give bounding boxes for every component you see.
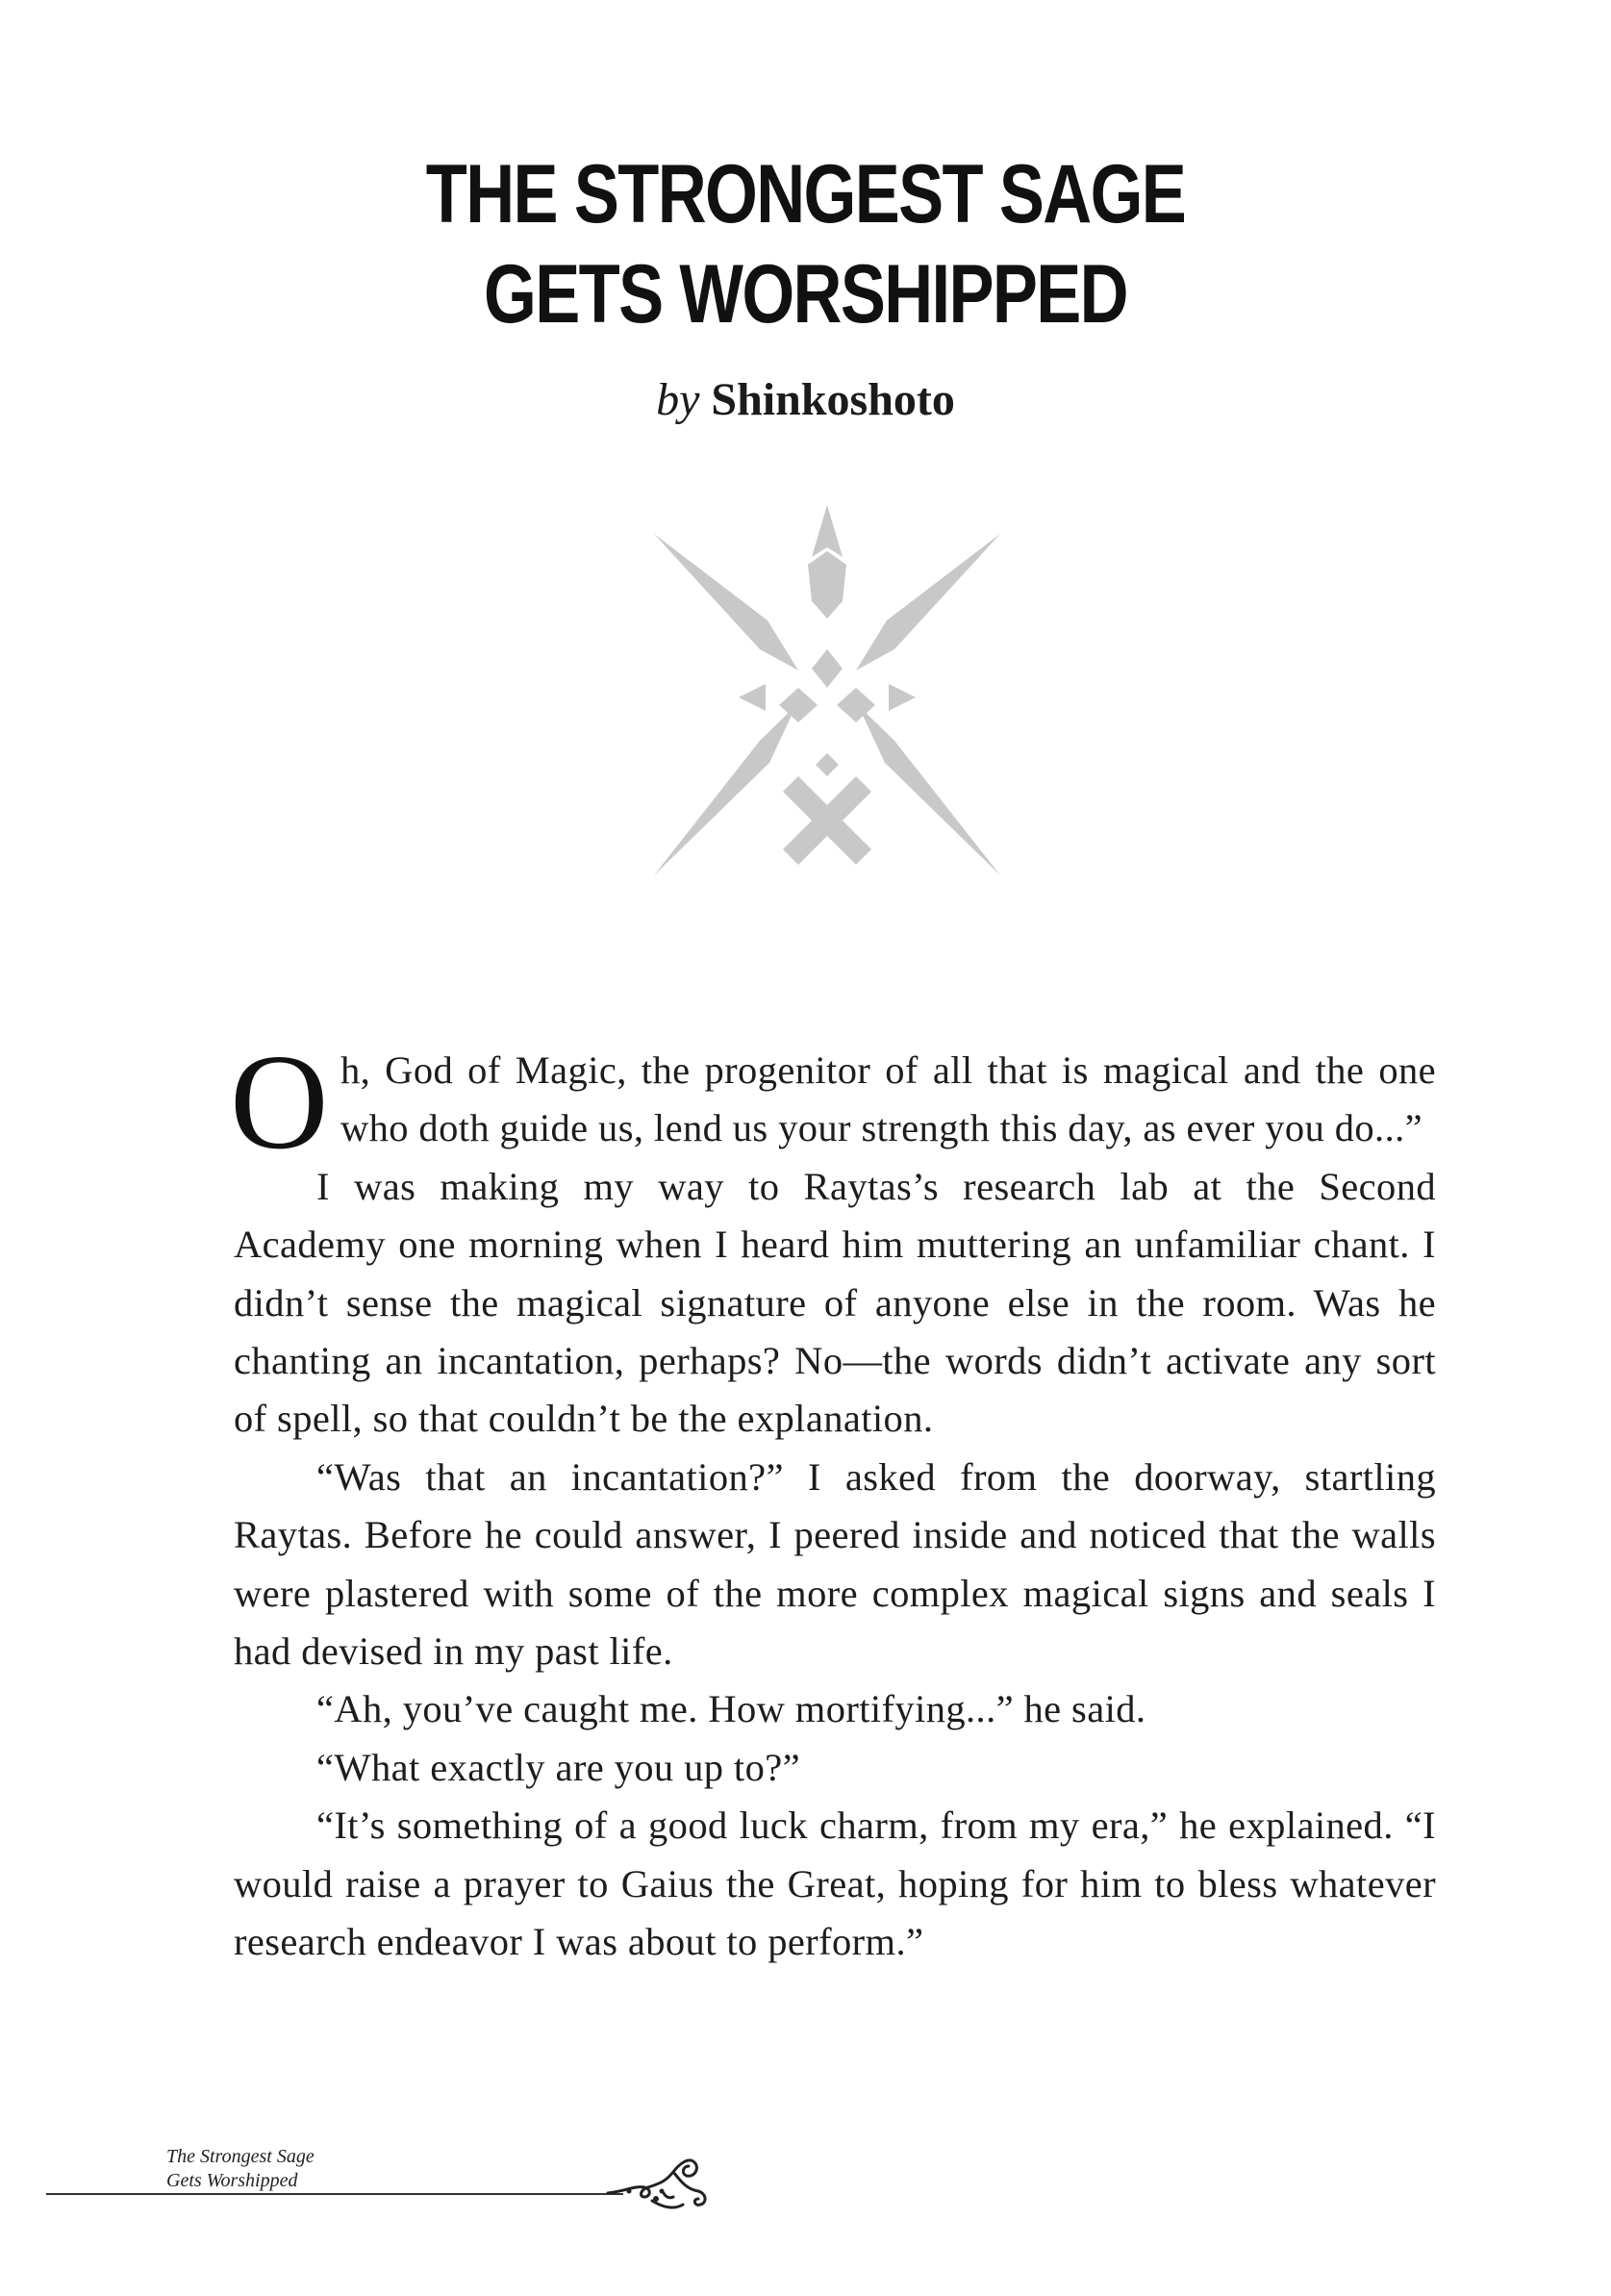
title-block [0,144,1611,429]
paragraph-6: “It’s something of a good luck charm, from my era,” he explained. “I would raise a prayer to Gaius the Great, hoping for him to bless whatever research endeavor I was about to perform.” [234,1804,1436,1964]
byline-by: by [656,374,700,425]
footer-rule [46,2193,623,2195]
page-title-line-2: GETS WORSHIPPED [484,248,1127,341]
body-text [230,1025,1436,1972]
page-footer [0,2135,1611,2251]
paragraph-2: I was making my way to Raytas’s research lab at the Second Academy one morning when I heard him muttering an unfamiliar chant. I didn’t sense the magical signature of anyone else in the room. Was he chanting an incantation, perhaps? No—the words didn’t activate any sort of spell, so that couldn’t be the explanation. [234,1164,1436,1441]
byline-author: Shinkoshoto [711,374,955,425]
footer-title-line-1: The Strongest Sage [166,2146,315,2167]
paragraph-3: “Was that an incantation?” I asked from the doorway, startling Raytas. Before he could answer, I peered inside and noticed that the walls were plastered with some of the more complex magical signs and seals I had devised in my past life. [234,1454,1436,1674]
page-title-line-1: THE STRONGEST SAGE [425,148,1186,240]
paragraph-1 [230,1025,1436,1177]
footer-running-title [166,2145,315,2193]
flourish-ornament-icon [606,2143,712,2220]
paragraph-1-text: h, God of Magic, the progenitor of all that is magical and the one who doth guide us, lend us your strength this day, as ever you do...” [340,1048,1436,1150]
drop-cap: O [230,1025,329,1177]
magic-star-emblem-icon [654,505,1000,880]
byline [0,371,1611,429]
paragraph-4: “Ah, you’ve caught me. How mortifying...” he said. [316,1687,1146,1731]
paragraph-5: “What exactly are you up to?” [316,1745,800,1789]
footer-title-line-2: Gets Worshipped [166,2170,298,2191]
